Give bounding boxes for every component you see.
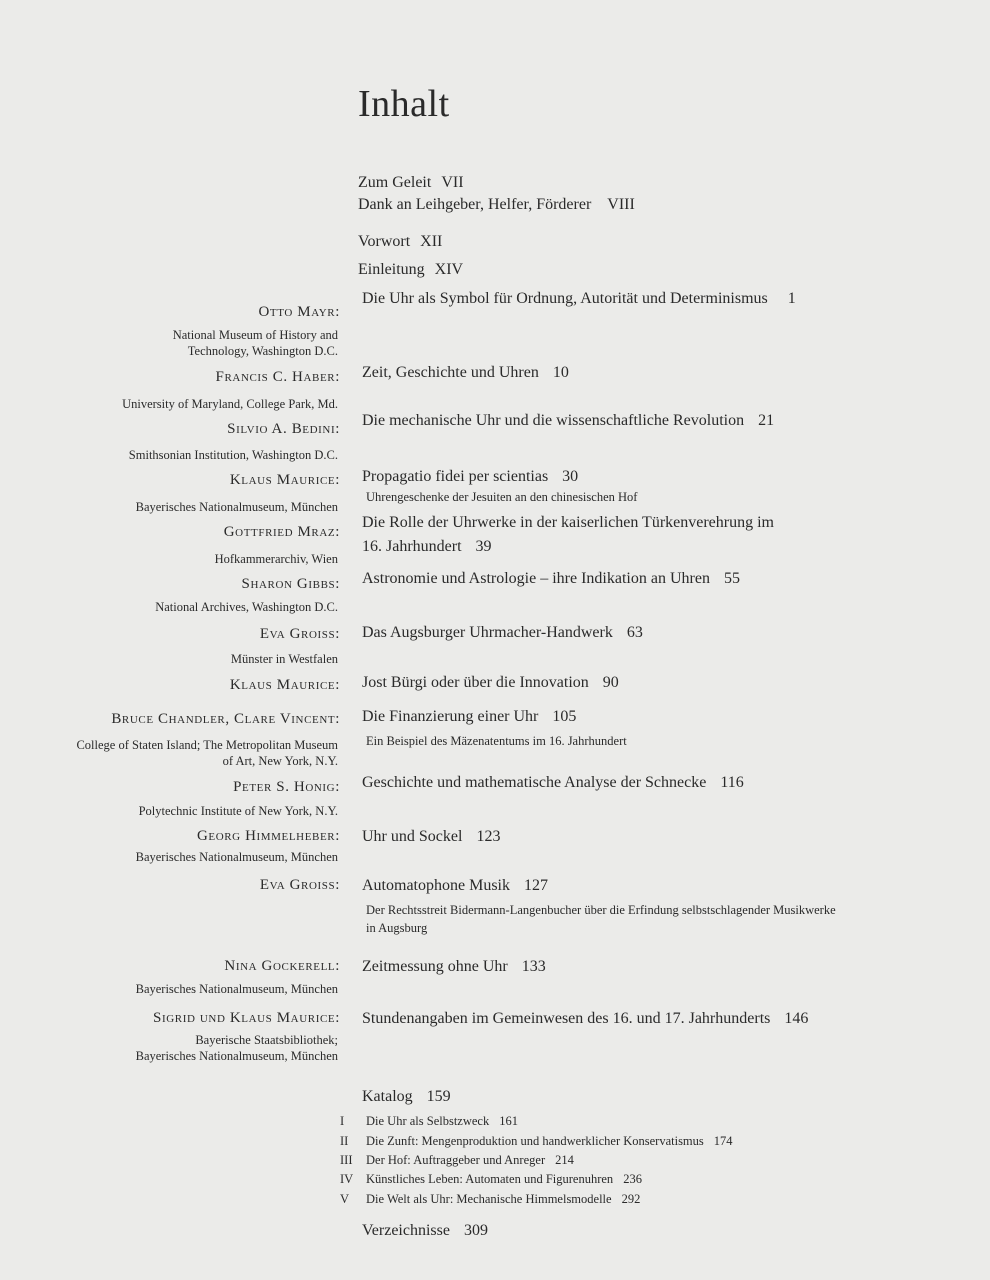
author-name: Sigrid und Klaus Maurice: — [153, 1010, 340, 1026]
toc-entry: Zeitmessung ohne Uhr 133 — [362, 958, 546, 975]
toc-entry: Uhr und Sockel 123 — [362, 828, 501, 845]
author-affiliation: College of Staten Island; The Metropolitan Museum of Art, New York, N.Y. — [76, 738, 338, 768]
toc-entry-subtitle: Ein Beispiel des Mäzenatentums im 16. Jahrhundert — [366, 734, 627, 748]
toc-entry-subtitle: Der Rechtsstreit Bidermann-Langenbucher über die Erfindung selbstschlagender Musikwerke in Augsburg — [366, 903, 836, 935]
author-name: Peter S. Honig: — [233, 779, 340, 795]
page-title: Inhalt — [358, 83, 450, 125]
front-matter-item: Dank an Leihgeber, Helfer, Förderer VIII — [358, 196, 635, 213]
author-name: Eva Groiss: — [259, 877, 340, 893]
toc-entry: Stundenangaben im Gemeinwesen des 16. und 17. Jahrhunderts 146 — [362, 1010, 809, 1027]
author-affiliation: Bayerische Staatsbibliothek; Bayerisches Nationalmuseum, München — [135, 1033, 338, 1063]
author-affiliation: National Museum of History and Technology, Washington D.C. — [172, 328, 338, 358]
catalog-item: I Die Uhr als Selbstzweck 161 — [340, 1114, 518, 1128]
author-affiliation: Bayerisches Nationalmuseum, München — [135, 850, 338, 864]
author-affiliation: Bayerisches Nationalmuseum, München — [135, 500, 338, 514]
catalog-item: IV Künstliches Leben: Automaten und Figurenuhren 236 — [340, 1172, 642, 1186]
author-name: Klaus Maurice: — [229, 677, 340, 693]
author-affiliation: Polytechnic Institute of New York, N.Y. — [138, 804, 338, 818]
author-affiliation: Bayerisches Nationalmuseum, München — [135, 982, 338, 996]
toc-entry: Die Rolle der Uhrwerke in der kaiserlichen Türkenverehrung im 16. Jahrhundert 39 — [362, 514, 774, 555]
author-name: Silvio A. Bedini: — [227, 421, 340, 437]
toc-entry: Astronomie und Astrologie – ihre Indikation an Uhren 55 — [362, 570, 740, 587]
catalog-heading: Katalog 159 — [362, 1088, 451, 1105]
toc-entry: Propagatio fidei per scientias 30 — [362, 468, 579, 485]
author-affiliation: Münster in Westfalen — [230, 652, 338, 666]
author-name: Otto Mayr: — [258, 304, 340, 320]
catalog-item: V Die Welt als Uhr: Mechanische Himmelsmodelle 292 — [340, 1192, 641, 1206]
front-matter-item: Einleitung XIV — [358, 261, 464, 278]
front-matter-item: Zum Geleit VII — [358, 174, 464, 191]
catalog-item: III Der Hof: Auftraggeber und Anreger 214 — [340, 1153, 574, 1167]
author-name: Gottfried Mraz: — [223, 524, 340, 540]
author-name: Nina Gockerell: — [224, 958, 340, 974]
toc-entry-subtitle: Uhrengeschenke der Jesuiten an den chinesischen Hof — [366, 490, 638, 504]
catalog-item: II Die Zunft: Mengenproduktion und handwerklicher Konservatismus 174 — [340, 1134, 733, 1148]
toc-entry: Die mechanische Uhr und die wissenschaftliche Revolution 21 — [362, 412, 775, 429]
toc-entry: Die Uhr als Symbol für Ordnung, Autorität und Determinismus 1 — [362, 290, 796, 307]
front-matter-item: Vorwort XII — [358, 233, 443, 250]
index-heading: Verzeichnisse 309 — [362, 1222, 488, 1239]
toc-entry: Automatophone Musik 127 — [362, 877, 548, 894]
author-name: Francis C. Haber: — [215, 369, 340, 385]
author-name: Eva Groiss: — [259, 626, 340, 642]
toc-entry: Das Augsburger Uhrmacher-Handwerk 63 — [362, 624, 643, 641]
author-name: Sharon Gibbs: — [241, 576, 340, 592]
toc-entry: Zeit, Geschichte und Uhren 10 — [362, 364, 569, 381]
author-name: Georg Himmelheber: — [196, 828, 340, 844]
author-affiliation: Smithsonian Institution, Washington D.C. — [128, 448, 338, 462]
toc-entry: Geschichte und mathematische Analyse der Schnecke 116 — [362, 774, 744, 791]
author-name: Bruce Chandler, Clare Vincent: — [111, 711, 340, 727]
toc-entry: Jost Bürgi oder über die Innovation 90 — [362, 674, 619, 691]
author-affiliation: National Archives, Washington D.C. — [155, 600, 338, 614]
author-affiliation: Hofkammerarchiv, Wien — [214, 552, 338, 566]
toc-entry: Die Finanzierung einer Uhr 105 — [362, 708, 577, 725]
author-affiliation: University of Maryland, College Park, Md. — [122, 397, 338, 411]
author-name: Klaus Maurice: — [229, 472, 340, 488]
